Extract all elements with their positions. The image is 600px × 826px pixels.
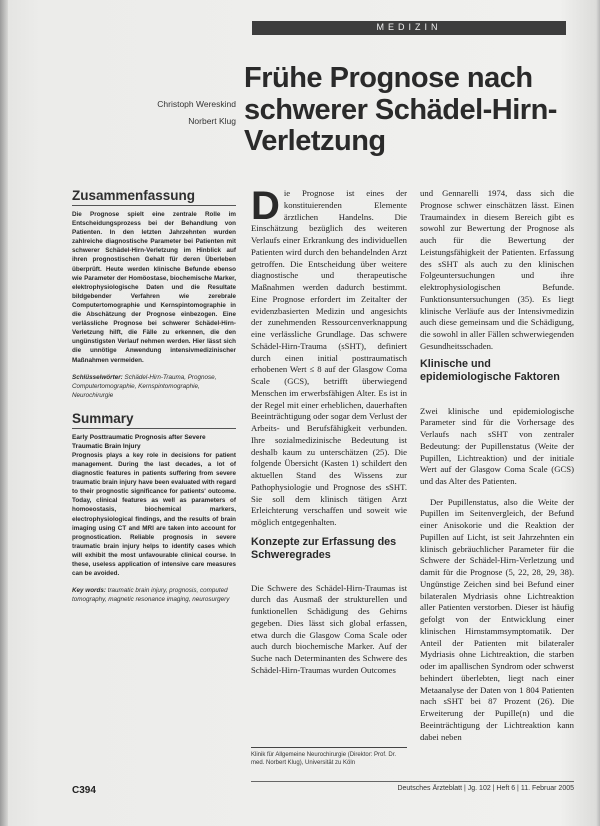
author-name: Norbert Klug [188, 116, 236, 126]
intro-text-column [251, 184, 407, 529]
footer-rule [251, 781, 574, 782]
article-title: Frühe Prognose nach schwerer Schädel-Hirn-Verletzung [244, 62, 557, 157]
konzepte-heading-block [251, 536, 407, 568]
summary-subtitle: Early Posttraumatic Prognosis after Severe Traumatic Brain Injury [72, 433, 206, 450]
right-top-column [420, 188, 574, 353]
klinische-heading-block [420, 358, 574, 390]
abstract-column [72, 188, 236, 604]
klinische-heading: Klinische und epidemiologische Faktoren [420, 358, 560, 383]
author-list [130, 96, 236, 130]
keywords-text: traumatic brain injury, prognosis, computed tomography, magnetic resonance imaging, neurosurgery [72, 587, 230, 604]
journal-citation: Deutsches Ärzteblatt | Jg. 102 | Heft 6 | 11. Februar 2005 [397, 785, 574, 792]
konzepte-paragraph: Die Schwere des Schädel-Hirn-Traumas ist durch das Ausmaß der strukturellen und funktionellen Schädigung des Gehirns gegeben. Dies lässt sich global erfassen, etwa durch die Glasgow Coma Scale oder auch durch biochemische Marker. Auf der Suche nach Determinanten des Schwere des Schädel-Hirn-Traumas wurden Outcomes [251, 582, 407, 675]
page-number: C394 [72, 785, 96, 796]
page-gutter-shadow [0, 0, 8, 826]
keywords-label: Key words: [72, 587, 106, 595]
schluesselwoerter [72, 373, 236, 400]
affiliation-footnote: Klinik für Allgemeine Neurochirurgie (Direktor: Prof. Dr. med. Norbert Klug), Universität zu Köln [251, 747, 407, 767]
drop-cap: D [251, 184, 280, 228]
klinische-paragraph-1: Zwei klinische und epidemiologische Parameter sind für die Vorhersage des Verlaufs nach sSHT von zentraler Bedeutung: der Pupillenstatus (Weite der Pupillen, Lichtreaktion) und der initiale Wert auf der Glasgow Coma Scale (GCS) und das Alter des Patienten. [420, 405, 574, 487]
zusammenfassung-text: Die Prognose spielt eine zentrale Rolle im Entscheidungsprozess bei der Behandlung von Patienten. In den letzten Jahrzehnten wurden zahlreiche diagnostische Parameter bei Patienten mit schwerer Schädel-Hirn-Verletzung im Hinblick auf ihren prognostischen Gehalt für deren Überleben überprüft. Heute werden klinische Befunde ebenso wie Parameter der Homöostase, biochemische Marker, elektrophysiologische Daten und die Resultate bildgebender Verfahren wie zerebrale Computertomographie und Kernspintomographie in die Abschätzung der Prognose einbezogen. Eine verlässliche Prognose bei schwerer Schädel-Hirn-Verletzung hilft, die Fälle zu erkennen, die den ungünstigsten Verlauf nehmen werden. Hier lässt sich die unnötige Anwendung intensivmedizinischer Maßnahmen vermeiden. [72, 211, 236, 364]
key-words [72, 586, 236, 604]
klinische-paragraph-2: Der Pupillenstatus, also die Weite der Pupillen im Seitenvergleich, der Befund einer Anisokorie und die Reaktion der Pupillen auf Licht, ist seit Jahrzehnten ein klinisch gebräuchlicher Parameter für die Schwere der Schädel-Hirn-Verletzung und damit für die Prognose (5, 22, 28, 29, 38). Ungünstige Zeichen sind bei Befund einer bilateralen Mydriasis ohne Lichtreaktion aller Patienten verstorben. Dieser ist häufig gefolgt von der Entwicklung einer klinischen Hirnstammsymptomatik. Der Anteil der Patienten mit bilateraler Mydriasis ohne Lichtreaktion, die starben oder im apallischen Syndrom oder schwerst behindert überlebten, liegt nach einer Metaanalyse der Daten von 1 804 Patienten nach sSHT bei 87 Prozent (26). Die Erweiterung der Pupille(n) und die Beeinträchtigung der Lichtreaktion kann dabei neben [420, 496, 574, 742]
section-label: MEDIZIN [376, 22, 442, 32]
konzepte-text-column [251, 574, 407, 685]
konzepte-heading: Konzepte zur Erfassung des Schweregrades [251, 536, 397, 561]
keywords-text: Schädel-Hirn-Trauma, Prognose, Computertomographie, Kernspintomographie, Neurochirurgie [72, 373, 217, 399]
keywords-label: Schlüsselwörter: [72, 373, 123, 381]
author-name: Christoph Wereskind [157, 99, 236, 109]
intro-paragraph: ie Prognose ist eines der konstituierenden Elemente ärztlichen Handelns. Die Einschätzung bezüglich des weiteren Verlaufs einer Erkrankung des individuellen Patienten wird durch den behandelnden Arzt getroffen. Die Entscheidung über weitere diagnostische und therapeutische Maßnahmen werden dadurch bestimmt. Eine Prognose erfordert im Zeitalter der evidenzbasierten Medizin und angesichts der zunehmenden Ressourcenverknappung eine verlässliche Grundlage. Das schwere Schädel-Hirn-Trauma (sSHT), definiert durch einen initial posttraumatisch erhobenen Wert ≤ 8 auf der Glasgow Coma Scale (GCS), betrifft überwiegend Menschen im erwerbsfähigen Alter. Es ist in der Regel mit einer erheblichen, dauerhaften Beeinträchtigung oder sogar dem Verlust der Arbeits- und Berufsfähigkeit verbunden. Ihre sozialmedizinische Bedeutung ist deshalb kaum zu unterschätzen (25). Die folgende Übersicht (Kasten 1) schildert den aktuellen Stand des Wissens zur Pathophysiologie und Prognose des sSHT. Sie soll dem klinisch tätigen Arzt Erleichterung verschaffen und soweit wie möglich entgegenhalten. [251, 188, 407, 527]
section-header-bar [252, 21, 566, 35]
zusammenfassung-heading: Zusammenfassung [72, 188, 236, 206]
summary-text: Prognosis plays a key role in decisions for patient management. During the last decades, a lot of diagnostic features in patients suffering from severe traumatic brain injury have been evaluated with regard to their prognostic significance for patients' outcome. Today, clinical features as well as parameters of homoeostasis, biochemical markers, electrophysiological findings, and the results of brain imaging using CT and MRI are taken into account for prognostication. Reliable prognosis in severe traumatic brain injury helps to identify cases which will exhibit the most unfavourable clinical course. In these, useless application of intensive care measures can be avoided. [72, 451, 236, 578]
right-top-paragraph: und Gennarelli 1974, dass sich die Prognose schwer einschätzen lässt. Einen Traumaindex in diesem Bereich gibt es sowohl zur Bewertung der Prognose als auch für die Bewertung der Leistungsfähigkeit der Patienten. Erfassung des sSHT als auch zu den klinischen Folgeuntersuchungen und ihre elektrophysiologischen Befunde. Funktionsuntersuchungen (35). Es liegt klinische Verläufe aus der Intensivmedizin auch diese gemeinsam und die Schädigung, die sowohl in aller Fällen schwerwiegenden Gesundheitsschaden. [420, 188, 574, 351]
klinische-text-column [420, 397, 574, 752]
summary-heading: Summary [72, 411, 236, 429]
